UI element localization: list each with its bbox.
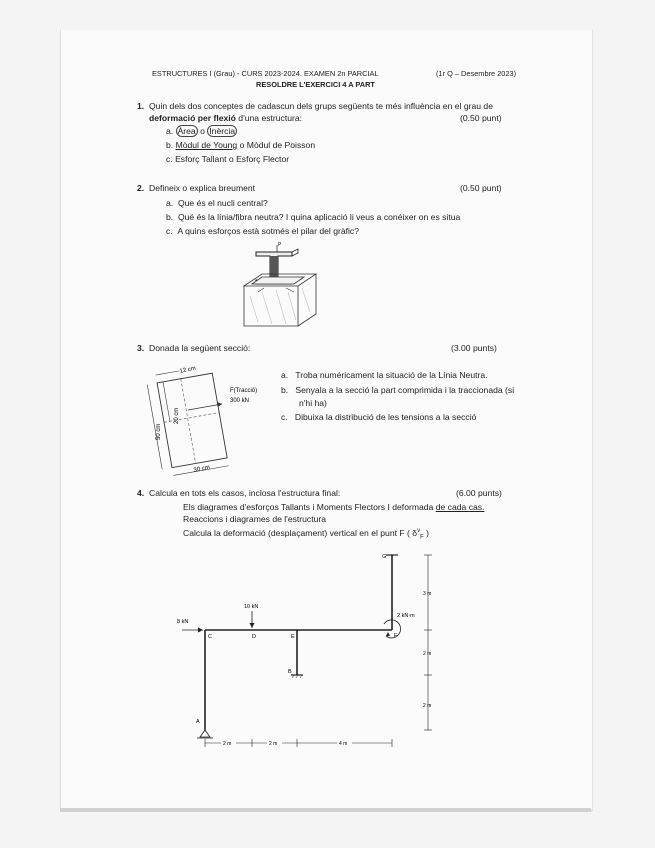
item-text: A quins esforços està sotmés el pilar del gràfic? — [177, 226, 359, 236]
load-10kN-label: 10 kN — [244, 604, 259, 610]
dim-inner-label: 20 cm — [174, 407, 180, 424]
dim-bottom-label: 30 cm — [193, 464, 211, 474]
force-arrow — [188, 404, 222, 410]
item-text: Senyala a la secció la part comprimida i la traccionada (si — [295, 385, 515, 395]
item-letter: b. — [281, 385, 289, 395]
option-left: Mòdul de Young — [175, 140, 238, 150]
q4-text: Calcula en tots els casos, inclosa l'estructura final: — [149, 488, 341, 498]
load-8kN-label: 8 kN — [177, 619, 189, 625]
q4-line1 — [183, 502, 484, 512]
support-A — [200, 730, 210, 737]
header-term: (1r Q – Desembre 2023) — [436, 69, 517, 78]
q4-line1-underlined: de cada cas. — [435, 502, 485, 512]
node-C: C — [208, 634, 212, 640]
pillar-load-label: P — [278, 242, 282, 248]
column-web-shade — [270, 256, 278, 280]
q3-number: 3. — [137, 343, 145, 353]
q3-points: (3.00 punts) — [451, 343, 497, 353]
node-B: B — [288, 669, 292, 675]
q3-item-a — [281, 370, 488, 380]
header-instruction: RESOLDRE L'EXERCICI 4 A PART — [256, 80, 375, 89]
q1-text: Quin dels dos conceptes de cadascun dels grups següents te més influència en el grau de — [149, 101, 493, 111]
q1-bold-term: deformació per flexió — [149, 113, 236, 123]
q1-text-line2 — [149, 113, 302, 123]
force-label: F(Tracció) — [230, 388, 258, 394]
pedestal-side — [298, 274, 316, 326]
base-plate — [252, 277, 304, 284]
node-E: E — [291, 634, 295, 640]
node-G: G — [382, 554, 387, 560]
node-F: F — [394, 633, 398, 639]
q1-option-a — [166, 126, 237, 136]
q1-number: 1. — [137, 101, 145, 111]
force-value: 300 kN — [230, 398, 250, 404]
q4-line3-sub: F — [420, 534, 424, 541]
q2-item-c — [166, 226, 359, 236]
option-sep: o — [228, 154, 234, 164]
q3-text: Donada la següent secció: — [149, 343, 251, 353]
section-dashed-v — [181, 379, 196, 464]
dim-h-3: 4 m — [339, 741, 348, 747]
moment-label: 2 kN·m — [397, 613, 415, 619]
q4-line2: Reaccions i diagrames de l'estructura — [183, 514, 327, 524]
q4-line3-sup: v — [417, 528, 421, 534]
dim-top-label: 12 cm — [179, 365, 197, 375]
header-course: ESTRUCTURES I (Grau) - CURS 2023-2024. EXAMEN 2n PARCIAL — [152, 69, 379, 78]
item-letter: c. — [281, 412, 288, 422]
option-right: Inèrcia — [209, 126, 236, 136]
q2-item-a — [166, 198, 268, 208]
option-letter: b. — [166, 140, 174, 150]
node-D: D — [252, 634, 256, 640]
q4-number: 4. — [137, 488, 145, 498]
section-dashed-h — [164, 413, 219, 423]
option-sep: o — [200, 126, 205, 136]
option-letter: a. — [166, 126, 174, 136]
q3-item-b-cont: n'hi ha) — [299, 398, 327, 408]
pillar-figure — [238, 240, 322, 330]
moment-arrow-head — [386, 632, 390, 636]
dim-inner-line — [163, 382, 170, 421]
frame-figure — [170, 545, 450, 760]
item-text: Dibuixa la distribució de les tensions a la secció — [294, 412, 477, 422]
q4-line3-end: ) — [423, 527, 429, 538]
option-letter: c. — [166, 154, 173, 164]
q1-text-rest: d'una estructura: — [235, 113, 303, 123]
option-left: Àrea — [177, 126, 196, 136]
option-right: Esforç Flector — [236, 154, 290, 164]
item-text: Qué és la línia/fibra neutra? I quina aplicació li veus a conéixer on es situa — [177, 212, 461, 222]
q4-line3 — [183, 526, 429, 543]
q2-item-b — [166, 212, 460, 222]
dim-h-2: 2 m — [269, 741, 278, 747]
q1-option-b — [166, 140, 315, 150]
q4-line1-text: Els diagrames d'esforços Tallants i Moments Flectors I deformada — [183, 502, 436, 512]
item-letter: c. — [166, 226, 173, 236]
option-sep: o — [239, 140, 245, 150]
dim-v-1: 3 m — [423, 591, 432, 597]
item-letter: b. — [166, 212, 174, 222]
pedestal-hatch — [250, 288, 310, 324]
q2-text: Defineix o explica breument — [149, 183, 256, 193]
dim-top-line — [156, 371, 180, 375]
option-left: Esforç Tallant — [175, 154, 227, 164]
q2-points: (0.50 punt) — [460, 183, 502, 193]
dim-v-3: 2 m — [423, 703, 432, 709]
q1-option-c — [166, 154, 289, 164]
dim-h-1: 2 m — [223, 741, 232, 747]
page-edge-shadow — [60, 808, 591, 812]
load-10kN-head — [250, 623, 255, 628]
dim-height-label: 50 cm — [156, 423, 162, 440]
q1-points: (0.50 punt) — [460, 113, 502, 123]
item-letter: a. — [281, 370, 289, 380]
q4-line3-text: Calcula la deformació (desplaçament) vertical en el punt F ( δ — [183, 527, 418, 538]
q3-item-c — [281, 412, 476, 422]
section-outline — [157, 373, 227, 467]
option-right: Mòdul de Poisson — [246, 140, 316, 150]
q4-points: (6.00 punts) — [456, 488, 502, 498]
section-figure — [150, 364, 276, 476]
item-letter: a. — [166, 198, 174, 208]
dim-v-2: 2 m — [423, 651, 432, 657]
node-A: A — [196, 719, 200, 725]
load-8kN-head — [198, 628, 203, 633]
pedestal-front — [244, 286, 298, 326]
q3-item-b — [281, 385, 514, 395]
item-text: Que és el nucli central? — [177, 198, 268, 208]
item-text: Troba numéricament la situació de la Línia Neutra. — [295, 370, 488, 380]
q2-number: 2. — [137, 183, 145, 193]
